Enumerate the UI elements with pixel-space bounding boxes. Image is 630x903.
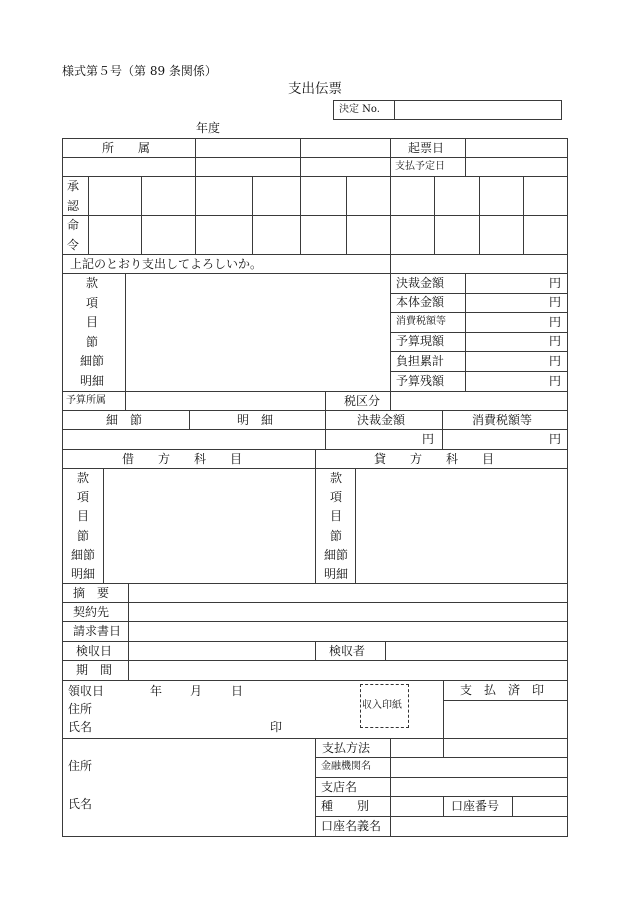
bank-name-label: 金融機関名: [321, 761, 371, 772]
consumption-tax-header: 消費税額等: [472, 413, 533, 427]
approval-label: 承 認: [67, 179, 80, 213]
decision-no-label: 決定 No.: [339, 104, 380, 115]
credit-header: 貸 方 科 目: [374, 452, 495, 466]
receipt-month: 月: [190, 684, 203, 698]
budget-remaining-label: 予算残額: [396, 374, 445, 388]
period-label: 期 間: [76, 663, 113, 677]
burden-total-label: 負担累計: [396, 354, 445, 368]
order-label: 命 令: [67, 218, 80, 252]
decision-no-box: [333, 100, 562, 120]
account-type-label: 種 別: [321, 799, 370, 813]
tax-class-label: 税区分: [344, 394, 381, 408]
summary-label: 摘 要: [73, 586, 110, 600]
seal-mark: 印: [270, 720, 283, 734]
budget-current-label: 予算現額: [396, 334, 445, 348]
decision-amount-header: 決裁金額: [357, 413, 406, 427]
inspector-label: 検収者: [329, 644, 366, 658]
budget-affiliation-label: 予算所属: [66, 395, 106, 406]
account-number-label: 口座番号: [451, 799, 500, 813]
approval-statement: 上記のとおり支出してよろしいか。: [70, 257, 263, 271]
payment-method-label: 支払方法: [322, 741, 371, 755]
credit-items-labels: 款 項 目 節 細節 明細: [323, 471, 348, 581]
receipt-year: 年: [150, 684, 163, 698]
debit-items-labels: 款 項 目 節 細節 明細: [70, 471, 95, 581]
yen-unit: 円: [549, 334, 562, 348]
receipt-address-label: 住所: [68, 702, 93, 716]
receipt-name-label: 氏名: [68, 720, 93, 734]
yen-unit: 円: [549, 295, 562, 309]
payee-name-label: 氏名: [68, 797, 93, 811]
document-title: 支出伝票: [288, 81, 342, 97]
yen-unit: 円: [422, 432, 435, 446]
consumption-tax-label: 消費税額等: [396, 316, 446, 327]
branch-name-label: 支店名: [321, 780, 358, 794]
revenue-stamp-label: 収入印紙: [362, 700, 402, 711]
affiliation-label: 所 属: [102, 141, 151, 155]
yen-unit: 円: [549, 315, 562, 329]
slip-date-label: 起票日: [408, 141, 445, 155]
account-holder-label: 口座名義名: [321, 819, 382, 833]
invoice-date-label: 請求書日: [73, 624, 122, 638]
yen-unit: 円: [549, 354, 562, 368]
payment-due-label: 支払予定日: [395, 161, 445, 172]
decision-amount-label: 決裁金額: [396, 276, 445, 290]
receipt-day: 日: [231, 684, 244, 698]
receipt-date-label: 領収日: [68, 684, 105, 698]
setsu-header: 細 節: [106, 413, 143, 427]
payee-address-label: 住所: [68, 759, 93, 773]
contractor-label: 契約先: [73, 605, 110, 619]
debit-header: 借 方 科 目: [122, 452, 243, 466]
paid-seal-label: 支 払 済 印: [460, 683, 545, 697]
fiscal-year[interactable]: 年度: [196, 121, 221, 135]
yen-unit: 円: [549, 374, 562, 388]
form-number: 様式第５号（第 89 条関係）: [62, 64, 217, 78]
inspection-date-label: 検収日: [76, 644, 113, 658]
base-amount-label: 本体金額: [396, 295, 445, 309]
budget-items-labels: 款 項 目 節 細節 明細: [79, 276, 104, 388]
yen-unit: 円: [549, 276, 562, 290]
yen-unit: 円: [549, 432, 562, 446]
meisai-header: 明 細: [237, 413, 274, 427]
